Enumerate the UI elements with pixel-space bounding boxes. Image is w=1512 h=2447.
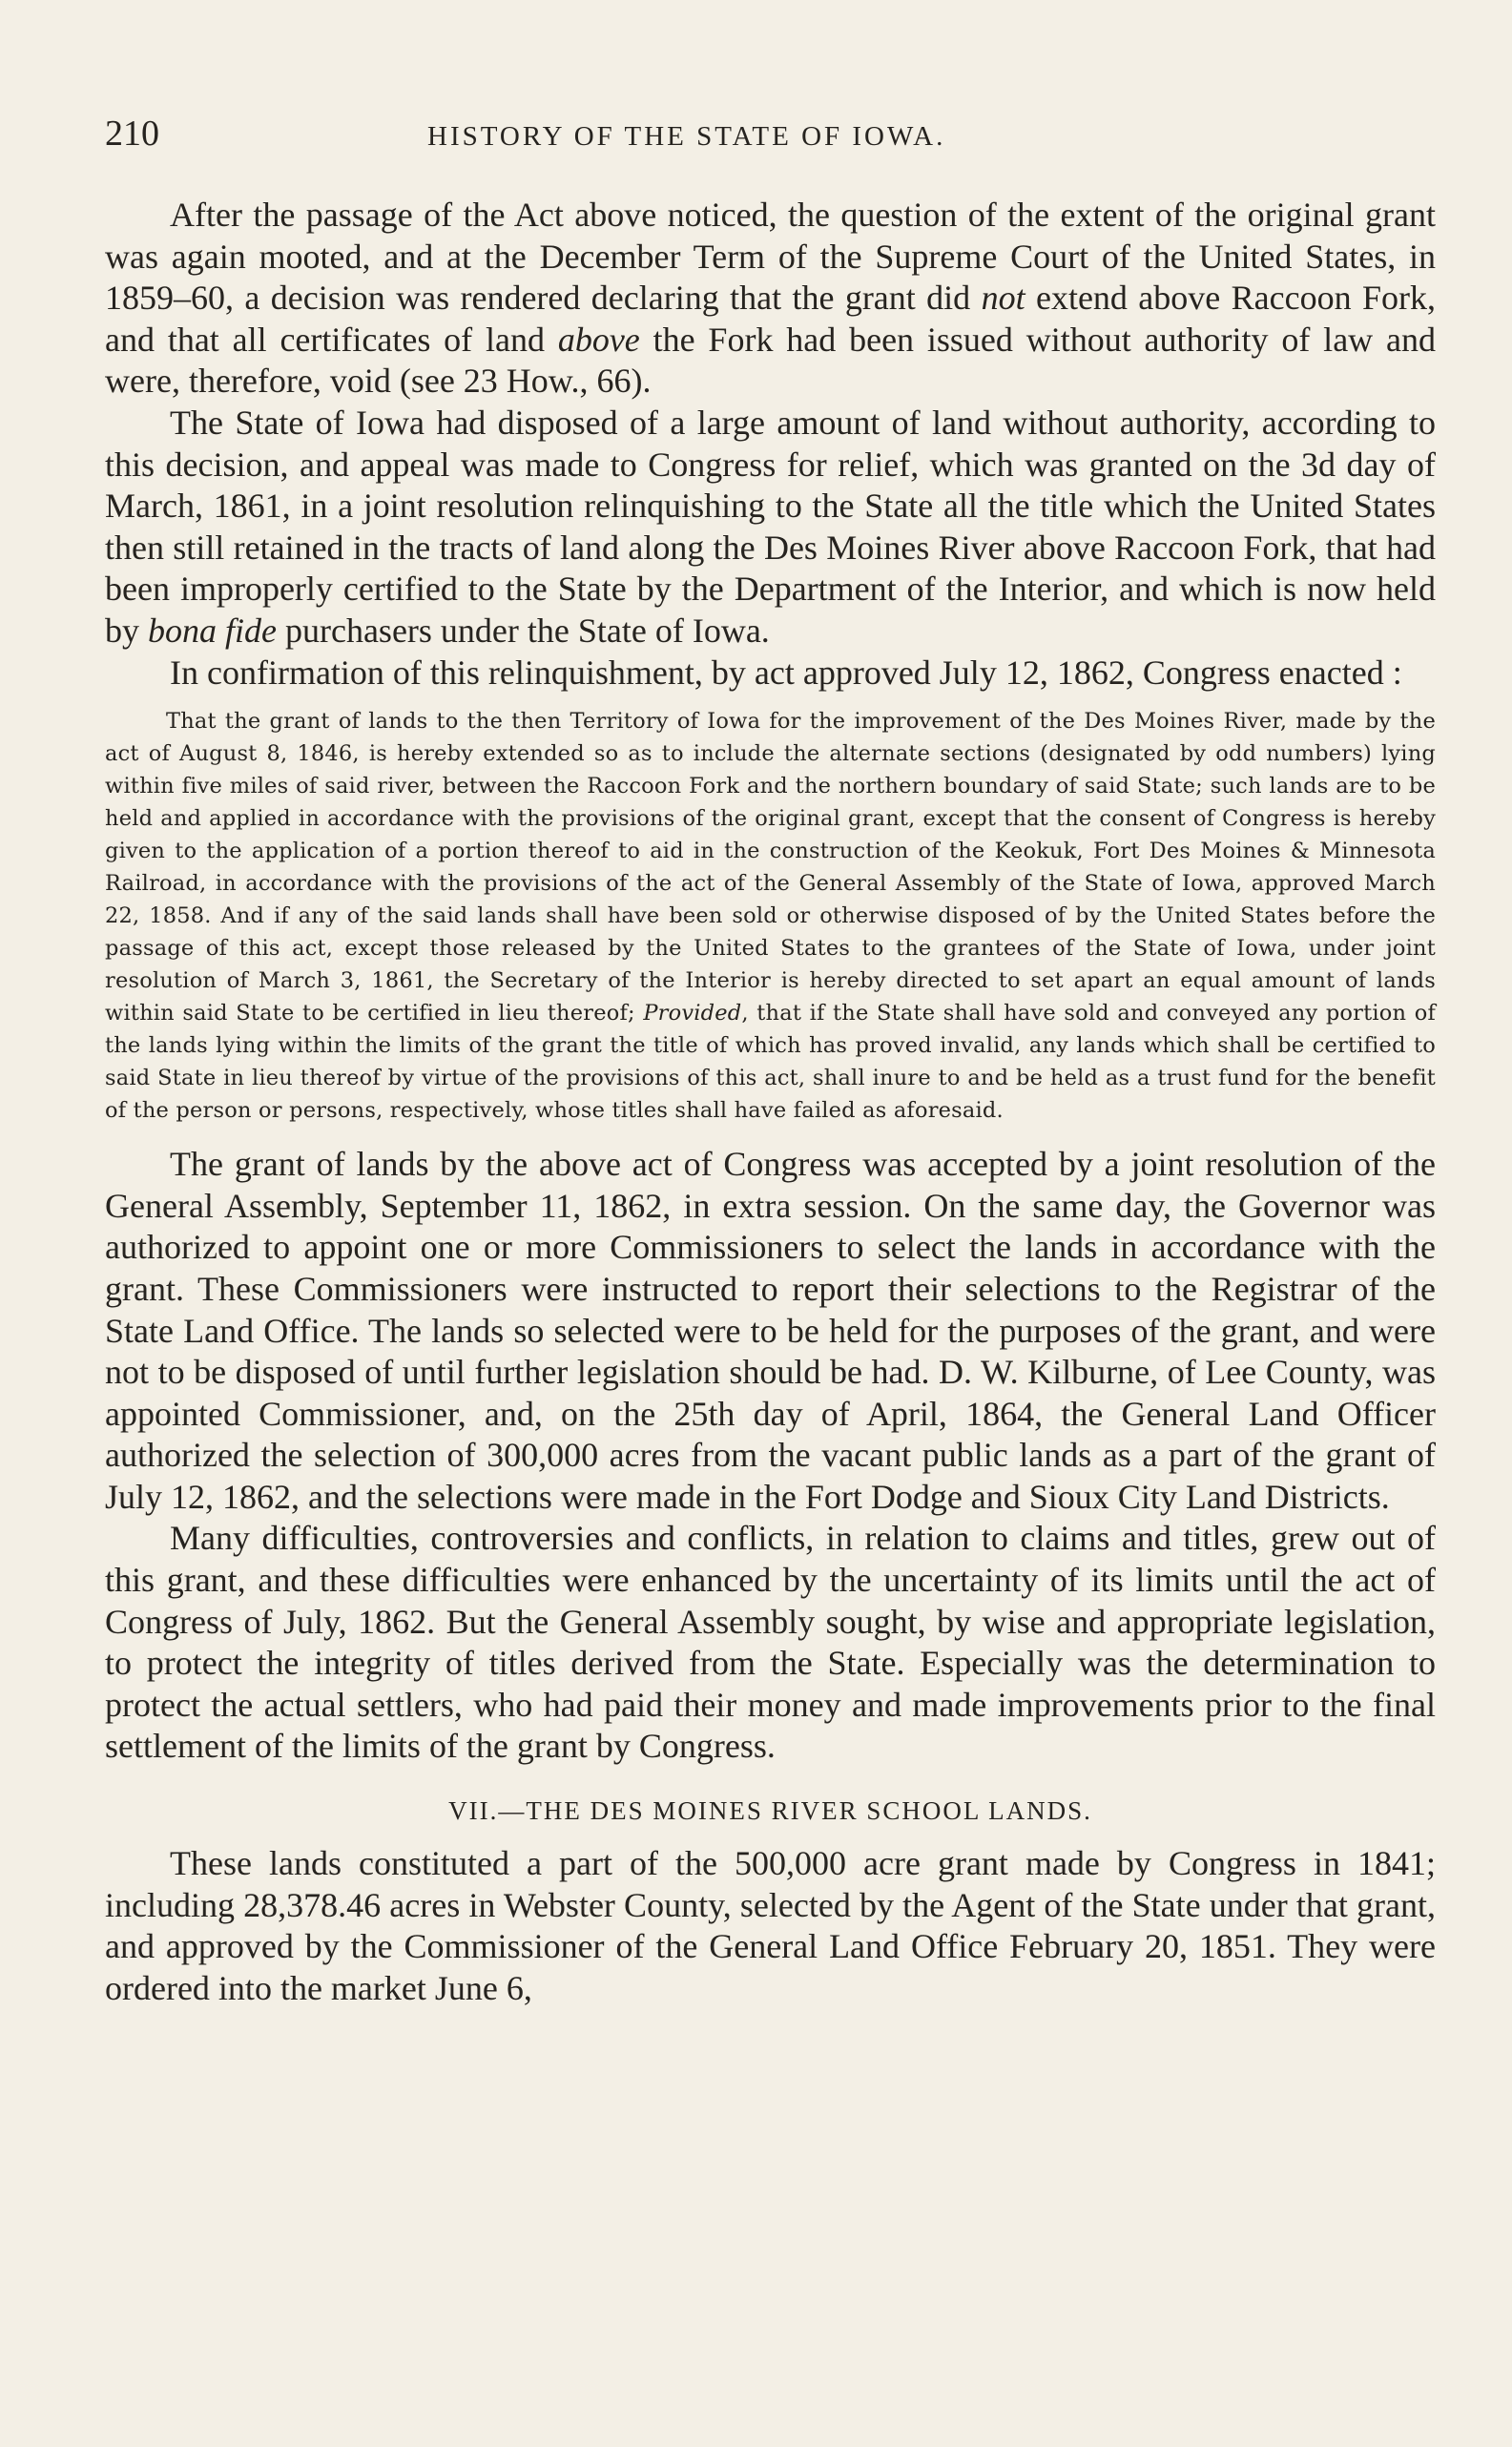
page-number: 210: [105, 114, 159, 154]
emphasis-provided: Provided: [643, 1001, 742, 1026]
emphasis-above: above: [557, 320, 640, 359]
emphasis-not: not: [981, 279, 1025, 318]
paragraph-supreme-court-decision: After the passage of the Act above noticed, the question of the extent of the original grant was again mooted, and at the December Term of the Supreme Court of the United States, in 1859–60, a decision was rendered declaring that the grant did not extend above Raccoon Fork, and that all certificates of land above the Fork had been issued without authority of law and were, therefore, void (see 23 How., 66).: [105, 196, 1436, 401]
body-text: [105, 195, 1436, 2009]
page-header: [105, 113, 1436, 172]
act-quotation: That the grant of lands to the then Territory of Iowa for the improvement of the Des Moines River, made by the act of August 8, 1846, is hereby extended so as to include the alternate sections (designated by odd numbers) lying within five miles of said river, between the Raccoon Fork and the northern boundary of said State; such lands are to be held and applied in accordance with the provisions of the original grant, except that the consent of Congress is hereby given to the application of a portion thereof to aid in the construction of the Keokuk, Fort Des Moines & Minnesota Railroad, in accordance with the provisions of the act of the General Assembly of the State of Iowa, approved March 22, 1858. And if any of the said lands shall have been sold or otherwise disposed of by the United States before the passage of this act, except those released by the United States to the grantees of the State of Iowa, under joint resolution of March 3, 1861, the Secretary of the Interior is hereby directed to set apart an equal amount of lands within said State to be certified in lieu thereof; Provided, that if the State shall have sold and conveyed any portion of the lands lying within the limits of the grant the title of which has proved invalid, any lands which shall be certified to said State in lieu thereof by virtue of the provisions of this act, shall inure to and be held as a trust fund for the benefit of the person or persons, respectively, whose titles shall have failed as aforesaid.: [105, 709, 1437, 1124]
paragraph-confirmation-act: In confirmation of this relinquishment, by act approved July 12, 1862, Congress enacted :: [170, 653, 1402, 692]
paragraph-difficulties: Many difficulties, controversies and conflicts, in relation to claims and titles, grew out of this grant, and these difficulties were enhanced by the uncertainty of its limits until the act of Congress of July, 1862. But the General Assembly sought, by wise and appropriate legislation, to protect the integrity of titles derived from the State. Especially was the determination to protect the actual settlers, who had paid their money and made improvements prior to the final settlement of the limits of the grant by Congress.: [105, 1519, 1436, 1766]
emphasis-bona-fide: bona fide: [148, 611, 277, 650]
paragraph-relief-resolution: The State of Iowa had disposed of a large amount of land without authority, according to this decision, and appeal was made to Congress for relief, which was granted on the 3d day of March, 1861, in a joint resolution relinquishing to the State all the title which the United States then still retained in the tracts of land along the Des Moines River above Raccoon Fork, that had been improperly certified to the State by the Department of the Interior, and which is now held by bona fide purchasers under the State of Iowa.: [105, 403, 1436, 650]
paragraph-school-lands: These lands constituted a part of the 500,000 acre grant made by Congress in 1841; including 28,378.46 acres in Webster County, selected by the Agent of the State under that grant, and approved by the Commissioner of the General Land Office February 20, 1851. They were ordered into the market June 6,: [105, 1844, 1436, 2007]
paragraph-grant-acceptance: The grant of lands by the above act of Congress was accepted by a joint resolution of the General Assembly, September 11, 1862, in extra session. On the same day, the Governor was authorized to appoint one or more Commissioners to select the lands in accordance with the grant. These Commissioners were instructed to report their selections to the Registrar of the State Land Office. The lands so selected were to be held for the purposes of the grant, and were not to be disposed of until further legislation should be had. D. W. Kilburne, of Lee County, was appointed Commissioner, and, on the 25th day of April, 1864, the General Land Officer authorized the selection of 300,000 acres from the vacant public lands as a part of the grant of July 12, 1862, and the selections were made in the Fort Dodge and Sioux City Land Districts.: [105, 1145, 1436, 1516]
section-heading: VII.—THE DES MOINES RIVER SCHOOL LANDS.: [448, 1796, 1092, 1826]
running-head: HISTORY OF THE STATE OF IOWA.: [427, 121, 946, 152]
